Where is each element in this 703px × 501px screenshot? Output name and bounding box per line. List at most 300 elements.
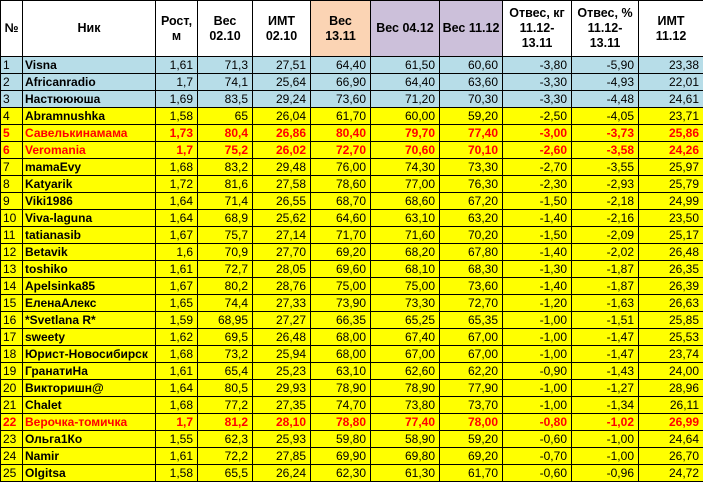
cell-loss_kg: -1,30 (503, 261, 572, 278)
cell-loss_kg: -1,00 (503, 346, 572, 363)
cell-bmi1112: 26,70 (639, 448, 703, 465)
cell-height: 1,69 (156, 91, 198, 108)
cell-w0210: 81,2 (198, 414, 253, 431)
cell-w1112: 63,20 (440, 210, 503, 227)
cell-n: 22 (1, 414, 23, 431)
cell-w0412: 73,30 (371, 295, 440, 312)
cell-loss_kg: -2,50 (503, 108, 572, 125)
cell-w1311: 73,90 (311, 295, 371, 312)
cell-n: 19 (1, 363, 23, 380)
cell-loss_pct: -1,47 (572, 329, 639, 346)
cell-w0412: 68,10 (371, 261, 440, 278)
cell-bmi1112: 25,97 (639, 159, 703, 176)
cell-bmi0210: 26,02 (253, 142, 311, 159)
cell-n: 11 (1, 227, 23, 244)
cell-bmi1112: 24,99 (639, 193, 703, 210)
cell-w1311: 69,20 (311, 244, 371, 261)
cell-w0210: 77,2 (198, 397, 253, 414)
cell-height: 1,61 (156, 261, 198, 278)
cell-loss_kg: -1,00 (503, 380, 572, 397)
cell-nick: Abramnushka (23, 108, 156, 125)
cell-w1311: 76,00 (311, 159, 371, 176)
cell-w0412: 71,60 (371, 227, 440, 244)
cell-loss_pct: -1,34 (572, 397, 639, 414)
cell-w1112: 61,70 (440, 465, 503, 482)
cell-n: 12 (1, 244, 23, 261)
cell-bmi0210: 28,76 (253, 278, 311, 295)
cell-w0412: 73,80 (371, 397, 440, 414)
cell-w0412: 77,00 (371, 176, 440, 193)
cell-loss_kg: -1,00 (503, 397, 572, 414)
cell-w0210: 74,4 (198, 295, 253, 312)
cell-loss_pct: -1,27 (572, 380, 639, 397)
cell-w0210: 71,4 (198, 193, 253, 210)
cell-w1112: 67,00 (440, 329, 503, 346)
cell-w0210: 62,3 (198, 431, 253, 448)
cell-n: 18 (1, 346, 23, 363)
cell-nick: Верочка-томичка (23, 414, 156, 431)
table-row (1, 108, 703, 125)
cell-loss_pct: -1,87 (572, 261, 639, 278)
cell-w1311: 68,00 (311, 329, 371, 346)
cell-nick: Викторишн@ (23, 380, 156, 397)
cell-n: 10 (1, 210, 23, 227)
cell-w0210: 81,6 (198, 176, 253, 193)
cell-height: 1,68 (156, 159, 198, 176)
column-header-loss_kg: Отвес, кг 11.12-13.11 (503, 1, 572, 57)
cell-bmi0210: 25,23 (253, 363, 311, 380)
cell-w0210: 73,2 (198, 346, 253, 363)
cell-w0210: 80,2 (198, 278, 253, 295)
cell-height: 1,61 (156, 363, 198, 380)
cell-loss_pct: -2,02 (572, 244, 639, 261)
cell-w0412: 58,90 (371, 431, 440, 448)
cell-n: 24 (1, 448, 23, 465)
cell-bmi0210: 27,51 (253, 57, 311, 74)
table-row (1, 193, 703, 210)
cell-nick: Katyarik (23, 176, 156, 193)
cell-loss_pct: -1,63 (572, 295, 639, 312)
cell-nick: Chalet (23, 397, 156, 414)
cell-n: 2 (1, 74, 23, 91)
cell-loss_kg: -3,30 (503, 91, 572, 108)
cell-loss_pct: -4,48 (572, 91, 639, 108)
table-row (1, 363, 703, 380)
cell-height: 1,64 (156, 193, 198, 210)
cell-bmi1112: 23,71 (639, 108, 703, 125)
cell-bmi1112: 26,48 (639, 244, 703, 261)
cell-bmi1112: 26,63 (639, 295, 703, 312)
cell-bmi0210: 27,33 (253, 295, 311, 312)
cell-height: 1,7 (156, 142, 198, 159)
cell-w1112: 67,20 (440, 193, 503, 210)
cell-w1311: 74,70 (311, 397, 371, 414)
cell-bmi0210: 25,62 (253, 210, 311, 227)
cell-bmi0210: 28,05 (253, 261, 311, 278)
cell-n: 21 (1, 397, 23, 414)
table-row (1, 448, 703, 465)
cell-bmi0210: 27,14 (253, 227, 311, 244)
cell-bmi0210: 29,48 (253, 159, 311, 176)
cell-nick: tatianasib (23, 227, 156, 244)
cell-w0210: 65,5 (198, 465, 253, 482)
cell-loss_pct: -1,00 (572, 431, 639, 448)
cell-bmi1112: 25,17 (639, 227, 703, 244)
cell-w0412: 67,00 (371, 346, 440, 363)
cell-loss_pct: -4,93 (572, 74, 639, 91)
cell-loss_kg: -1,40 (503, 244, 572, 261)
cell-bmi0210: 26,24 (253, 465, 311, 482)
cell-loss_kg: -0,60 (503, 431, 572, 448)
column-header-w1311: Вес 13.11 (311, 1, 371, 57)
cell-w1112: 65,35 (440, 312, 503, 329)
cell-height: 1,62 (156, 329, 198, 346)
column-header-n: № (1, 1, 23, 57)
cell-w0412: 71,20 (371, 91, 440, 108)
cell-w0412: 74,30 (371, 159, 440, 176)
cell-w1112: 67,00 (440, 346, 503, 363)
table-row (1, 125, 703, 142)
cell-w1311: 78,80 (311, 414, 371, 431)
cell-w1311: 63,10 (311, 363, 371, 380)
cell-bmi0210: 25,93 (253, 431, 311, 448)
cell-bmi0210: 27,35 (253, 397, 311, 414)
cell-w1112: 78,00 (440, 414, 503, 431)
cell-w1311: 75,00 (311, 278, 371, 295)
cell-w0412: 79,70 (371, 125, 440, 142)
cell-loss_pct: -1,00 (572, 448, 639, 465)
cell-loss_kg: -3,80 (503, 57, 572, 74)
cell-loss_pct: -1,47 (572, 346, 639, 363)
table-row (1, 74, 703, 91)
cell-w0412: 62,60 (371, 363, 440, 380)
cell-loss_pct: -1,87 (572, 278, 639, 295)
cell-nick: *Svetlana R* (23, 312, 156, 329)
cell-w0210: 71,3 (198, 57, 253, 74)
cell-nick: Namir (23, 448, 156, 465)
cell-w1112: 69,20 (440, 448, 503, 465)
cell-w1311: 64,40 (311, 57, 371, 74)
cell-loss_kg: -0,90 (503, 363, 572, 380)
cell-loss_kg: -1,20 (503, 295, 572, 312)
cell-w0412: 65,25 (371, 312, 440, 329)
cell-n: 25 (1, 465, 23, 482)
cell-bmi0210: 27,58 (253, 176, 311, 193)
cell-bmi1112: 24,64 (639, 431, 703, 448)
cell-w1112: 59,20 (440, 108, 503, 125)
cell-loss_pct: -2,16 (572, 210, 639, 227)
table-row (1, 261, 703, 278)
cell-bmi0210: 25,64 (253, 74, 311, 91)
column-header-loss_pct: Отвес, % 11.12-13.11 (572, 1, 639, 57)
cell-loss_pct: -1,43 (572, 363, 639, 380)
cell-loss_kg: -2,70 (503, 159, 572, 176)
cell-height: 1,7 (156, 74, 198, 91)
cell-w1112: 76,30 (440, 176, 503, 193)
cell-n: 3 (1, 91, 23, 108)
cell-bmi1112: 24,00 (639, 363, 703, 380)
cell-bmi1112: 23,74 (639, 346, 703, 363)
table-row (1, 295, 703, 312)
header-row (1, 1, 703, 57)
column-header-w0210: Вес 02.10 (198, 1, 253, 57)
cell-w1112: 63,60 (440, 74, 503, 91)
cell-nick: Настюююша (23, 91, 156, 108)
column-header-w1112: Вес 11.12 (440, 1, 503, 57)
cell-w0210: 83,5 (198, 91, 253, 108)
cell-w0412: 69,80 (371, 448, 440, 465)
cell-w1311: 61,70 (311, 108, 371, 125)
cell-nick: Apelsinka85 (23, 278, 156, 295)
column-header-height: Рост, м (156, 1, 198, 57)
cell-bmi1112: 26,39 (639, 278, 703, 295)
table-row (1, 227, 703, 244)
cell-height: 1,59 (156, 312, 198, 329)
cell-w1311: 78,90 (311, 380, 371, 397)
cell-height: 1,64 (156, 380, 198, 397)
cell-n: 16 (1, 312, 23, 329)
cell-height: 1,68 (156, 397, 198, 414)
cell-n: 14 (1, 278, 23, 295)
cell-bmi1112: 23,50 (639, 210, 703, 227)
cell-height: 1,55 (156, 431, 198, 448)
cell-bmi1112: 28,96 (639, 380, 703, 397)
cell-w1112: 67,80 (440, 244, 503, 261)
cell-bmi1112: 26,99 (639, 414, 703, 431)
cell-bmi0210: 26,86 (253, 125, 311, 142)
cell-n: 6 (1, 142, 23, 159)
cell-w0210: 65 (198, 108, 253, 125)
table-row (1, 329, 703, 346)
cell-w1112: 70,20 (440, 227, 503, 244)
cell-loss_pct: -3,58 (572, 142, 639, 159)
cell-nick: Ольга1Ко (23, 431, 156, 448)
cell-loss_kg: -1,50 (503, 227, 572, 244)
cell-bmi0210: 25,94 (253, 346, 311, 363)
cell-loss_kg: -1,50 (503, 193, 572, 210)
cell-height: 1,61 (156, 448, 198, 465)
cell-bmi1112: 25,79 (639, 176, 703, 193)
cell-nick: mamaEvy (23, 159, 156, 176)
cell-loss_kg: -1,00 (503, 329, 572, 346)
cell-w0210: 72,7 (198, 261, 253, 278)
cell-loss_pct: -2,09 (572, 227, 639, 244)
cell-w1311: 66,35 (311, 312, 371, 329)
cell-n: 4 (1, 108, 23, 125)
cell-height: 1,73 (156, 125, 198, 142)
cell-bmi0210: 29,93 (253, 380, 311, 397)
cell-bmi1112: 23,38 (639, 57, 703, 74)
cell-height: 1,7 (156, 414, 198, 431)
cell-w1112: 73,70 (440, 397, 503, 414)
cell-bmi0210: 26,48 (253, 329, 311, 346)
column-header-bmi0210: ИМТ 02.10 (253, 1, 311, 57)
column-header-bmi1112: ИМТ 11.12 (639, 1, 703, 57)
cell-bmi0210: 27,85 (253, 448, 311, 465)
cell-w0210: 74,1 (198, 74, 253, 91)
cell-w1112: 60,60 (440, 57, 503, 74)
cell-loss_kg: -1,00 (503, 312, 572, 329)
cell-nick: Olgitsa (23, 465, 156, 482)
cell-n: 20 (1, 380, 23, 397)
cell-w1112: 73,30 (440, 159, 503, 176)
cell-height: 1,72 (156, 176, 198, 193)
cell-nick: Viva-laguna (23, 210, 156, 227)
cell-loss_pct: -3,73 (572, 125, 639, 142)
cell-n: 1 (1, 57, 23, 74)
cell-height: 1,68 (156, 346, 198, 363)
table-row (1, 312, 703, 329)
cell-bmi1112: 25,86 (639, 125, 703, 142)
cell-w0210: 75,7 (198, 227, 253, 244)
cell-loss_pct: -5,90 (572, 57, 639, 74)
cell-w0210: 72,2 (198, 448, 253, 465)
cell-w1311: 69,90 (311, 448, 371, 465)
cell-w0412: 68,20 (371, 244, 440, 261)
cell-n: 8 (1, 176, 23, 193)
table-body (1, 57, 703, 482)
cell-height: 1,58 (156, 465, 198, 482)
cell-w0210: 70,9 (198, 244, 253, 261)
cell-nick: toshiko (23, 261, 156, 278)
cell-w1112: 62,20 (440, 363, 503, 380)
cell-w0412: 70,60 (371, 142, 440, 159)
cell-nick: ЕленаАлекс (23, 295, 156, 312)
table-row (1, 431, 703, 448)
cell-loss_kg: -1,40 (503, 278, 572, 295)
table-row (1, 210, 703, 227)
cell-w1112: 59,20 (440, 431, 503, 448)
cell-w1311: 78,60 (311, 176, 371, 193)
cell-w1112: 68,30 (440, 261, 503, 278)
cell-bmi0210: 26,04 (253, 108, 311, 125)
cell-w0210: 80,5 (198, 380, 253, 397)
cell-w1112: 72,70 (440, 295, 503, 312)
cell-loss_pct: -2,93 (572, 176, 639, 193)
cell-w0210: 68,9 (198, 210, 253, 227)
cell-bmi0210: 26,55 (253, 193, 311, 210)
cell-loss_kg: -0,80 (503, 414, 572, 431)
cell-loss_pct: -2,18 (572, 193, 639, 210)
cell-w0210: 69,5 (198, 329, 253, 346)
cell-height: 1,6 (156, 244, 198, 261)
cell-bmi0210: 27,70 (253, 244, 311, 261)
cell-w0210: 75,2 (198, 142, 253, 159)
cell-w0412: 60,00 (371, 108, 440, 125)
cell-loss_kg: -3,30 (503, 74, 572, 91)
cell-w0412: 78,90 (371, 380, 440, 397)
column-header-w0412: Вес 04.12 (371, 1, 440, 57)
cell-height: 1,67 (156, 227, 198, 244)
cell-w0210: 68,95 (198, 312, 253, 329)
cell-loss_pct: -4,05 (572, 108, 639, 125)
cell-height: 1,67 (156, 278, 198, 295)
cell-bmi0210: 28,10 (253, 414, 311, 431)
cell-w0210: 65,4 (198, 363, 253, 380)
table-row (1, 176, 703, 193)
cell-bmi1112: 24,26 (639, 142, 703, 159)
cell-bmi1112: 24,72 (639, 465, 703, 482)
cell-w1311: 68,70 (311, 193, 371, 210)
table-row (1, 380, 703, 397)
cell-w1112: 70,30 (440, 91, 503, 108)
cell-n: 17 (1, 329, 23, 346)
cell-w1311: 68,00 (311, 346, 371, 363)
cell-n: 23 (1, 431, 23, 448)
cell-loss_pct: -3,55 (572, 159, 639, 176)
cell-loss_pct: -0,96 (572, 465, 639, 482)
cell-w0412: 61,30 (371, 465, 440, 482)
cell-w1112: 77,40 (440, 125, 503, 142)
cell-w0412: 67,40 (371, 329, 440, 346)
cell-bmi0210: 29,24 (253, 91, 311, 108)
cell-w1112: 73,60 (440, 278, 503, 295)
cell-w0412: 68,60 (371, 193, 440, 210)
cell-n: 5 (1, 125, 23, 142)
cell-w1311: 69,60 (311, 261, 371, 278)
cell-loss_kg: -3,00 (503, 125, 572, 142)
cell-bmi1112: 26,35 (639, 261, 703, 278)
cell-w1311: 72,70 (311, 142, 371, 159)
cell-bmi1112: 22,01 (639, 74, 703, 91)
cell-bmi1112: 24,61 (639, 91, 703, 108)
cell-loss_kg: -1,40 (503, 210, 572, 227)
cell-nick: ГранатиНа (23, 363, 156, 380)
cell-loss_kg: -0,70 (503, 448, 572, 465)
cell-w0210: 83,2 (198, 159, 253, 176)
cell-height: 1,58 (156, 108, 198, 125)
cell-height: 1,64 (156, 210, 198, 227)
table-row (1, 414, 703, 431)
cell-w1311: 80,40 (311, 125, 371, 142)
cell-loss_pct: -1,51 (572, 312, 639, 329)
cell-n: 9 (1, 193, 23, 210)
table-row (1, 346, 703, 363)
cell-height: 1,65 (156, 295, 198, 312)
table-row (1, 278, 703, 295)
cell-nick: Betavik (23, 244, 156, 261)
cell-loss_pct: -1,02 (572, 414, 639, 431)
cell-nick: Veromania (23, 142, 156, 159)
cell-bmi1112: 25,85 (639, 312, 703, 329)
cell-nick: Viki1986 (23, 193, 156, 210)
table-row (1, 244, 703, 261)
cell-nick: Юрист-Новосибирск (23, 346, 156, 363)
cell-bmi1112: 25,53 (639, 329, 703, 346)
cell-w1112: 70,10 (440, 142, 503, 159)
table-row (1, 91, 703, 108)
table-row (1, 397, 703, 414)
cell-loss_kg: -0,60 (503, 465, 572, 482)
cell-bmi0210: 27,27 (253, 312, 311, 329)
table-row (1, 159, 703, 176)
cell-w0412: 75,00 (371, 278, 440, 295)
cell-w0412: 64,40 (371, 74, 440, 91)
column-header-nick: Ник (23, 1, 156, 57)
cell-bmi1112: 26,11 (639, 397, 703, 414)
cell-w1311: 73,60 (311, 91, 371, 108)
cell-loss_kg: -2,60 (503, 142, 572, 159)
cell-w0210: 80,4 (198, 125, 253, 142)
cell-w1311: 64,60 (311, 210, 371, 227)
cell-loss_kg: -2,30 (503, 176, 572, 193)
cell-w1112: 77,90 (440, 380, 503, 397)
cell-w1311: 62,30 (311, 465, 371, 482)
table-row (1, 57, 703, 74)
cell-nick: Савелькинамама (23, 125, 156, 142)
cell-w0412: 77,40 (371, 414, 440, 431)
cell-n: 15 (1, 295, 23, 312)
